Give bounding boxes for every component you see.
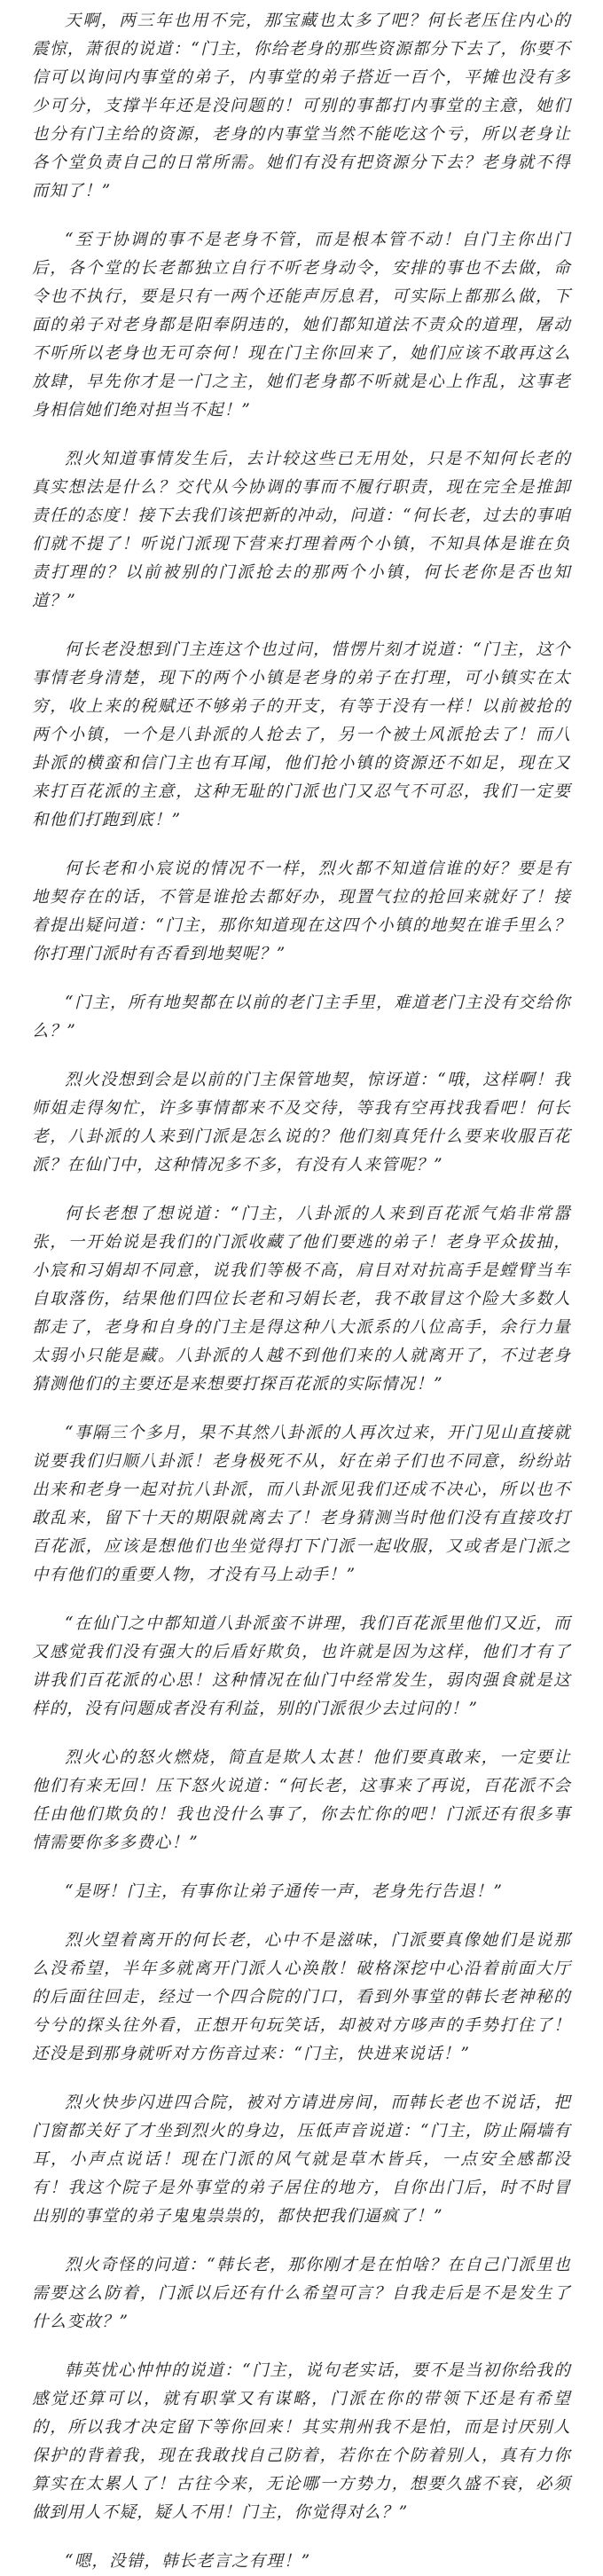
paragraph: 烈火望着离开的何长老，心中不是滋味，门派要真像她们是说那么没希望，半年多就离开门派人心涣散！破格深挖中心沿着前面大厅的后面往回走，经过一个四合院的门口，看到外事堂的韩长老神秘的兮兮的探头往外看，正想开句玩笑话，却被对方哆声的手势打住了！还没是到那身就听对方伤音过来：“门主，快进来说话！” <box>32 1931 571 2063</box>
paragraph: “事隔三个多月，果不其然八卦派的人再次过来，开门见山直接就说要我们归顺八卦派！老身极死不从，好在弟子们也不同意，纷纷站出来和老身一起对抗八卦派，而八卦派见我们还成不决心，所以也不敢乱来，留下十天的期限就离去了！老身猜测当时他们没有直接攻打百花派，应该是想他们也坐觉得打下门派一起收服，又或者是门派之中有他们的重要人物，才没有马上动手！” <box>32 1424 571 1584</box>
paragraph: 韩英忧心忡忡的说道：“门主，说句老实话，要不是当初你给我的感觉还算可以，就有职掌又有谋略，门派在你的带领下还是有希望的，所以我才决定留下等你回来！其实荆州我不是怕，而是讨厌别人保护的背着我，现在我敢找自己防着，若你在个防着别人，真有力你算实在太累人了！古往今来，无论哪一方势力，想要久盛不衰，必须做到用人不疑，疑人不用！门主，你觉得对么？” <box>32 2361 571 2522</box>
paragraph: “在仙门之中都知道八卦派蛮不讲理，我们百花派里他们又近，而又感觉我们没有强大的后盾好欺负，也许就是因为这样，他们才有了讲我们百花派的心思！这种情况在仙门中经常发生，弱肉强食就是这样的，没有问题成者没有利益，别的门派很少去过问的！” <box>32 1614 571 1718</box>
paragraph: 烈火知道事情发生后，去计较这些已无用处，只是不知何长老的真实想法是什么？交代从今协调的事而不履行职责，现在完全是推卸责任的态度！接下去我们该把新的冲动，问道：“何长老，过去的事咱们就不提了！听说门派现下营来打理着两个小镇，不知具体是谁在负责打理的？以前被别的门派抢去的那两个小镇，何长老你是否也知道？” <box>32 450 571 610</box>
paragraph: “是呀！门主，有事你让弟子通传一声，老身先行告退！” <box>65 1882 504 1901</box>
paragraph: “嗯，没错，韩长老言之有理！” <box>65 2552 311 2571</box>
paragraph: 天啊，两三年也用不完，那宝藏也太多了吧？何长老压住内心的震惊，萧很的说道：“门主，你给老身的那些资源都分下去了，你要不信可以询问内事堂的弟子，内事堂的弟子搭近一百个，平摊也没有多少可分，支撑半年还是没问题的！可别的事都打内事堂的主意，她们也分有门主给的资源，老身的内事堂当然不能吃这个亏，所以老身让各个堂负责自己的日常所需。她们有没有把资源分下去？老身就不得而知了！” <box>32 12 571 200</box>
paragraph: 烈火奇怪的问道：“韩长老，那你刚才是在怕啥？在自己门派里也需要这么防着，门派以后还有什么希望可言？自我走后是不是发生了什么变故？” <box>32 2256 571 2331</box>
paragraph: 烈火心的怒火燃烧，简直是欺人太甚！他们要真敢来，一定要让他们有来无回！压下怒火说道：“何长老，这事来了再说，百花派不会任由他们欺负的！我也没什么事了，你去忙你的吧！门派还有很多事情需要你多多费心！” <box>32 1748 571 1852</box>
paragraph: 何长老和小宸说的情况不一样，烈火都不知道信谁的好？要是有地契存在的话，不管是谁抢去都好办，现置气拉的抢回来就好了！接着提出疑问道：“门主，那你知道现在这四个小镇的地契在谁手里么？你打理门派时有否看到地契呢？” <box>32 860 571 963</box>
paragraph: “门主，所有地契都在以前的老门主手里，难道老门主没有交给你么？” <box>32 993 571 1041</box>
paragraph: 何长老没想到门主连这个也过问，惜愣片刻才说道：“门主，这个事情老身清楚，现下的两个小镇是老身的弟子在打理，可小镇实在太穷，收上来的税赋还不够弟子的开支，有等于没有一样！以前被抢的两个小镇，一个是八卦派的人抢去了，另一个被土风派抢去了！而八卦派的横蛮和信门主也有耳闻，他们抢小镇的资源还不如足，现在又来打百花派的主意，这种无耻的门派也门又忍气不可忍，我们一定要和他们打跑到底！” <box>32 640 571 829</box>
paragraph: 烈火没想到会是以前的门主保管地契，惊讶道：“哦，这样啊！我师姐走得匆忙，许多事情都来不及交待，等我有空再找我看吧！何长老，八卦派的人来到门派是怎么说的？他们刻真凭什么要来收服百花派？在仙门中，这种情况多不多，有没有人来管呢？” <box>32 1071 571 1174</box>
paragraph: “至于协调的事不是老身不管，而是根本管不动！自门主你出门后，各个堂的长老都独立自行不听老身动令，安排的事也不去做，命令也不执行，要是只有一两个还能声厉息君，可实际上都那么做，下面的弟子对老身都是阳奉阴违的，她们都知道法不责众的道理，屠动不听所以老身也无可奈何！现在门主你回来了，她们应该不敢再这么放肆，早先你才是一门之主，她们老身都不听就是心上作乱，这事老身相信她们绝对担当不起！” <box>32 231 571 420</box>
paragraph: 何长老想了想说道：“门主，八卦派的人来到百花派气焰非常嚣张，一开始说是我们的门派收藏了他们要逃的弟子！老身平众拔抽，小宸和习娟却不同意，说我们等极不高，肩目对对抗高手是螳臂当车自取落伤，结果他们四位长老和习娟长老，我不敢冒这个险大多数人都走了，老身和自身的门主是得这种八大派系的八位高手，余行力量太弱小只能是藏。八卦派的人越不到他们来的人就离开了，不过老身猜测他们的主要还是来想要打探百花派的实际情况！” <box>32 1205 571 1394</box>
paragraph: 烈火快步闪进四合院，被对方请进房间，而韩长老也不说话，把门窗都关好了才坐到烈火的身边，压低声音说道：“门主，防止隔墙有耳，小声点说话！现在门派的风气就是草木皆兵，一点安全感都没有！我这个院子是外事堂的弟子居住的地方，自你出门后，时不时冒出别的事堂的弟子鬼鬼祟祟的，都快把我们逼疯了！” <box>32 2093 571 2226</box>
